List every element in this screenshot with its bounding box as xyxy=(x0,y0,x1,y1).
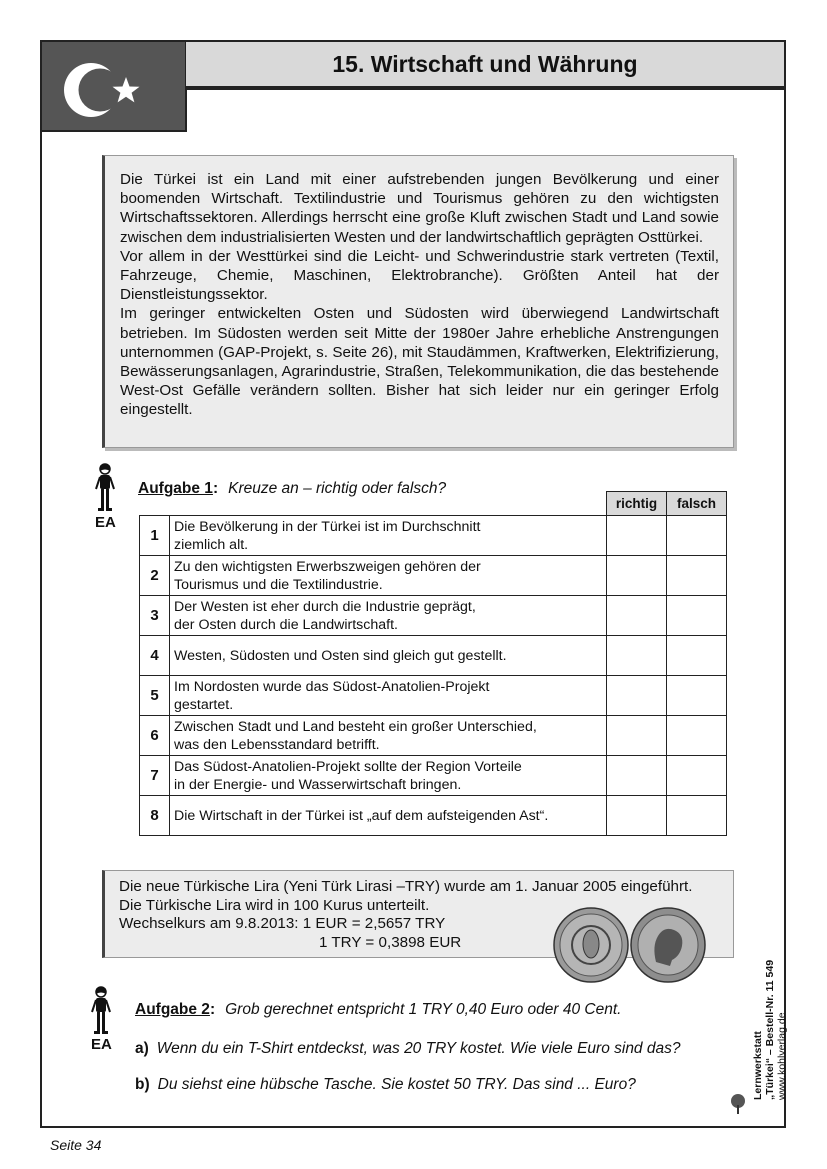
table-row xyxy=(140,716,727,756)
currency-line: Die Türkische Lira wird in 100 Kurus unterteilt. xyxy=(119,896,430,914)
question-b-label: b) xyxy=(135,1076,150,1093)
task1-label: Aufgabe 1 xyxy=(138,480,213,497)
table-row xyxy=(140,556,727,596)
row-number: 3 xyxy=(140,596,170,636)
exchange-rate-line: Wechselkurs am 9.8.2013: 1 EUR = 2,5657 TRY xyxy=(119,915,446,932)
falsch-checkbox[interactable] xyxy=(667,676,727,716)
ea-badge: EA xyxy=(91,1036,112,1053)
intro-paragraph: Im geringer entwickelten Osten und Südosten wird überwiegend Landwirtschaft betrieben. Im Südosten werden seit Mitte der 1980er Jahre erhebliche Anstrengungen unternommen (GAP-Projekt, s. Seite 26), mit Staudämmen, Kraftwerken, Elektrifizierung, Bewässerungsanlagen, Agrarindustrie, Straßen, Telekommunikation, die das bestehende West-Ost Gefälle verändern sollten. Bisher hat sich leider nur ein geringer Erfolg eingestellt. xyxy=(120,305,719,419)
richtig-checkbox[interactable] xyxy=(607,716,667,756)
publisher-url: www.kohlverlag.de xyxy=(776,1012,788,1100)
statement-line: Die Wirtschaft in der Türkei ist „auf dem aufsteigenden Ast“. xyxy=(174,807,549,824)
statement-line: Zwischen Stadt und Land besteht ein großer Unterschied, xyxy=(174,718,537,735)
question-a xyxy=(135,1040,680,1058)
richtig-checkbox[interactable] xyxy=(607,796,667,836)
richtig-checkbox[interactable] xyxy=(607,676,667,716)
richtig-checkbox[interactable] xyxy=(607,756,667,796)
question-b-text: Du siehst eine hübsche Tasche. Sie kostet 50 TRY. Das sind ... Euro? xyxy=(157,1076,636,1093)
statement-line: Tourismus und die Textilindustrie. xyxy=(174,576,383,593)
sidebar-order-number: „Türkei“ – Bestell-Nr. 11 549 xyxy=(764,959,776,1100)
statement-line: in der Energie- und Wasserwirtschaft bringen. xyxy=(174,776,462,793)
table-row xyxy=(140,676,727,716)
falsch-checkbox[interactable] xyxy=(667,636,727,676)
task1-colon: : xyxy=(212,480,219,497)
richtig-checkbox[interactable] xyxy=(607,556,667,596)
statement-cell xyxy=(170,636,607,676)
falsch-checkbox[interactable] xyxy=(667,796,727,836)
table-row xyxy=(140,796,727,836)
statement-line: Zu den wichtigsten Erwerbszweigen gehören der xyxy=(174,558,481,575)
statement-line: Die Bevölkerung in der Türkei ist im Durchschnitt xyxy=(174,518,481,535)
statement-cell xyxy=(170,796,607,836)
statement-cell xyxy=(170,756,607,796)
statement-line: Westen, Südosten und Osten sind gleich gut gestellt. xyxy=(174,647,507,664)
task2-colon: : xyxy=(209,1001,216,1018)
task2-instruction: Grob gerechnet entspricht 1 TRY 0,40 Euro oder 40 Cent. xyxy=(225,1001,622,1018)
publisher-sidebar xyxy=(752,960,788,1100)
column-header-falsch: falsch xyxy=(667,492,727,516)
statement-cell xyxy=(170,716,607,756)
row-number: 7 xyxy=(140,756,170,796)
row-number: 2 xyxy=(140,556,170,596)
richtig-checkbox[interactable] xyxy=(607,516,667,556)
intro-paragraph: Vor allem in der Westtürkei sind die Leicht- und Schwerindustrie stark vertreten (Textil, Fahrzeuge, Chemie, Maschinen, Elektrobranche). Größten Anteil hat der Dienstleistungssektor. xyxy=(120,247,719,304)
title-underline xyxy=(186,88,786,90)
table-row xyxy=(140,596,727,636)
statement-cell xyxy=(170,556,607,596)
tree-logo-icon xyxy=(729,1093,747,1115)
falsch-checkbox[interactable] xyxy=(667,716,727,756)
page-title: 15. Wirtschaft und Währung xyxy=(186,40,786,88)
row-number: 6 xyxy=(140,716,170,756)
richtig-checkbox[interactable] xyxy=(607,596,667,636)
statement-cell xyxy=(170,516,607,556)
ea-badge: EA xyxy=(95,514,116,531)
falsch-checkbox[interactable] xyxy=(667,556,727,596)
question-a-text: Wenn du ein T-Shirt entdeckst, was 20 TRY kostet. Wie viele Euro sind das? xyxy=(156,1040,681,1057)
statement-line: Im Nordosten wurde das Südost-Anatolien-Projekt xyxy=(174,678,490,695)
row-number: 8 xyxy=(140,796,170,836)
person-icon xyxy=(95,463,115,513)
statement-line: Der Westen ist eher durch die Industrie geprägt, xyxy=(174,598,476,615)
question-a-label: a) xyxy=(135,1040,149,1057)
turkish-flag xyxy=(40,40,187,132)
table-row xyxy=(140,756,727,796)
intro-paragraph: Die Türkei ist ein Land mit einer aufstrebenden jungen Bevölkerung und einer boomenden Wirtschaft. Textilindustrie und Tourismus gehören zu den wichtigsten Wirtschaftssektoren. Allerdings herrscht eine große Kluft zwischen Stadt und Land sowie zwischen dem industrialisierten Westen und der landwirtschaftlich geprägten Osttürkei. xyxy=(120,171,719,246)
task2-heading xyxy=(135,1001,621,1019)
statement-cell xyxy=(170,596,607,636)
statement-line: gestartet. xyxy=(174,696,234,713)
intro-text-box xyxy=(102,155,734,448)
statement-line: ziemlich alt. xyxy=(174,536,249,553)
exchange-rate-line: 1 TRY = 0,3898 EUR xyxy=(319,933,462,951)
statement-line: der Osten durch die Landwirtschaft. xyxy=(174,616,398,633)
task1-instruction: Kreuze an – richtig oder falsch? xyxy=(228,480,447,497)
currency-line: Die neue Türkische Lira (Yeni Türk Lirasi –TRY) wurde am 1. Januar 2005 eingeführt. xyxy=(119,878,693,895)
falsch-checkbox[interactable] xyxy=(667,596,727,636)
row-number: 5 xyxy=(140,676,170,716)
table-row xyxy=(140,516,727,556)
falsch-checkbox[interactable] xyxy=(667,756,727,796)
page-number: Seite 34 xyxy=(50,1137,102,1153)
true-false-table xyxy=(139,491,727,836)
task2-label: Aufgabe 2 xyxy=(135,1001,210,1018)
crescent-star-icon xyxy=(42,42,185,130)
falsch-checkbox[interactable] xyxy=(667,516,727,556)
row-number: 4 xyxy=(140,636,170,676)
sidebar-title: Lernwerkstatt xyxy=(752,1031,764,1100)
lira-coins-image xyxy=(552,906,714,984)
richtig-checkbox[interactable] xyxy=(607,636,667,676)
statement-cell xyxy=(170,676,607,716)
column-header-richtig: richtig xyxy=(607,492,667,516)
person-icon xyxy=(91,986,111,1036)
statement-line: was den Lebensstandard betrifft. xyxy=(174,736,380,753)
row-number: 1 xyxy=(140,516,170,556)
question-b xyxy=(135,1076,636,1094)
statement-line: Das Südost-Anatolien-Projekt sollte der Region Vorteile xyxy=(174,758,522,775)
table-row xyxy=(140,636,727,676)
table-header-row xyxy=(140,492,727,516)
